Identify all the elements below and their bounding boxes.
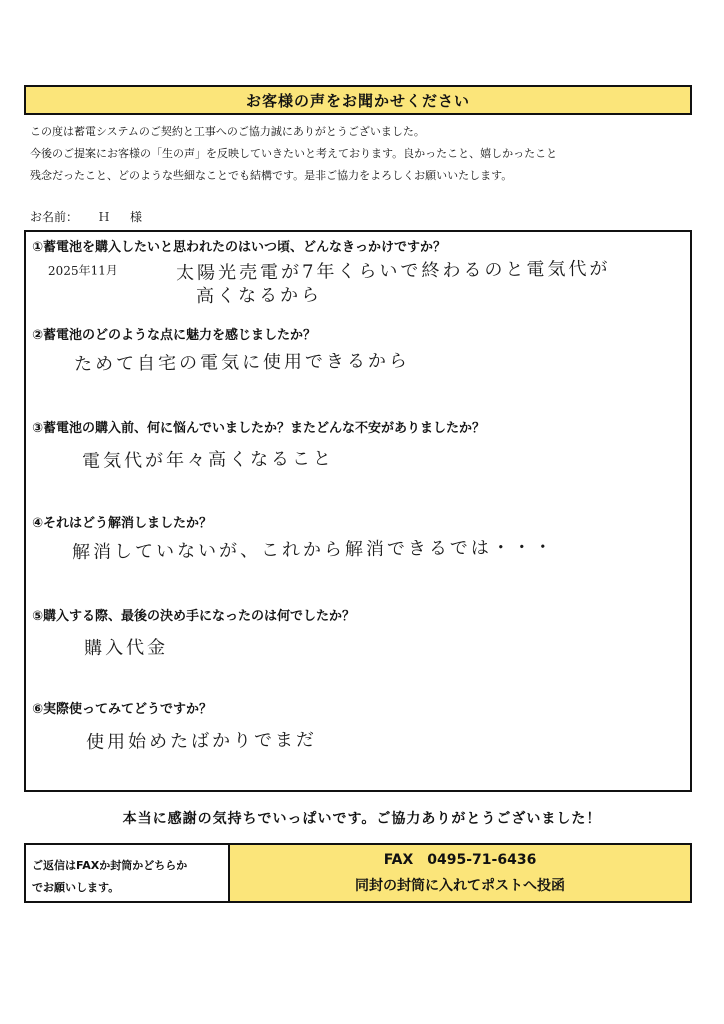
intro-line: 残念だったこと、どのような些細なことでも結構です。是非ご協力をよろしくお願いいたします。 xyxy=(30,169,513,182)
answer-1-line-1: 太陽光売電が7年くらいで終わるのと電気代が xyxy=(175,258,611,284)
answer-5: 購入代金 xyxy=(83,637,169,659)
name-label: お名前： xyxy=(30,210,79,224)
name-suffix: 様 xyxy=(130,210,143,224)
question-4: ④それはどう解消しましたか？ xyxy=(32,516,213,531)
answer-1-line-2: 高くなるから xyxy=(195,284,323,307)
thanks-message: 本当に感謝の気持ちでいっぱいです。ご協力ありがとうございました！ xyxy=(122,811,602,827)
survey-box xyxy=(24,230,692,792)
question-2: ②蓄電池のどのような点に魅力を感じましたか？ xyxy=(32,328,317,343)
reply-footer xyxy=(24,843,692,903)
customer-name-row xyxy=(30,208,142,225)
intro-line: この度は蓄電システムのご契約と工事へのご協力誠にありがとうございました。 xyxy=(30,125,425,138)
answer-1-date: 2025年11月 xyxy=(47,263,118,278)
answer-6: 使用始めたばかりでまだ xyxy=(85,729,318,753)
reply-line-1: ご返信はFAXか封筒かどちらか xyxy=(32,859,188,872)
fax-panel xyxy=(230,845,690,901)
question-6: ⑥実際使ってみてどうですか？ xyxy=(32,702,213,717)
answer-3: 電気代が年々高くなること xyxy=(81,448,335,472)
page-title: お客様の声をお聞かせください xyxy=(24,85,692,115)
answer-4: 解消していないが、これから解消できるでは・・・ xyxy=(71,536,555,563)
answer-2: ためて自宅の電気に使用できるから xyxy=(73,350,411,375)
reply-instructions xyxy=(26,845,230,901)
question-1: ①蓄電池を購入したいと思われたのはいつ頃、どんなきっかけですか？ xyxy=(32,240,447,255)
fax-number: FAX 0495-71-6436 xyxy=(383,852,537,868)
intro-text xyxy=(30,121,690,187)
question-5: ⑤購入する際、最後の決め手になったのは何でしたか？ xyxy=(32,609,356,624)
mail-instruction: 同封の封筒に入れてポストへ投函 xyxy=(355,878,565,894)
customer-name: Ｈ xyxy=(98,210,111,224)
reply-line-2: でお願いします。 xyxy=(32,881,120,894)
intro-line: 今後のご提案にお客様の「生の声」を反映していきたいと考えております。良かったこと、嬉しかったこと xyxy=(30,147,558,160)
question-3: ③蓄電池の購入前、何に悩んでいましたか？またどんな不安がありましたか？ xyxy=(32,421,486,436)
